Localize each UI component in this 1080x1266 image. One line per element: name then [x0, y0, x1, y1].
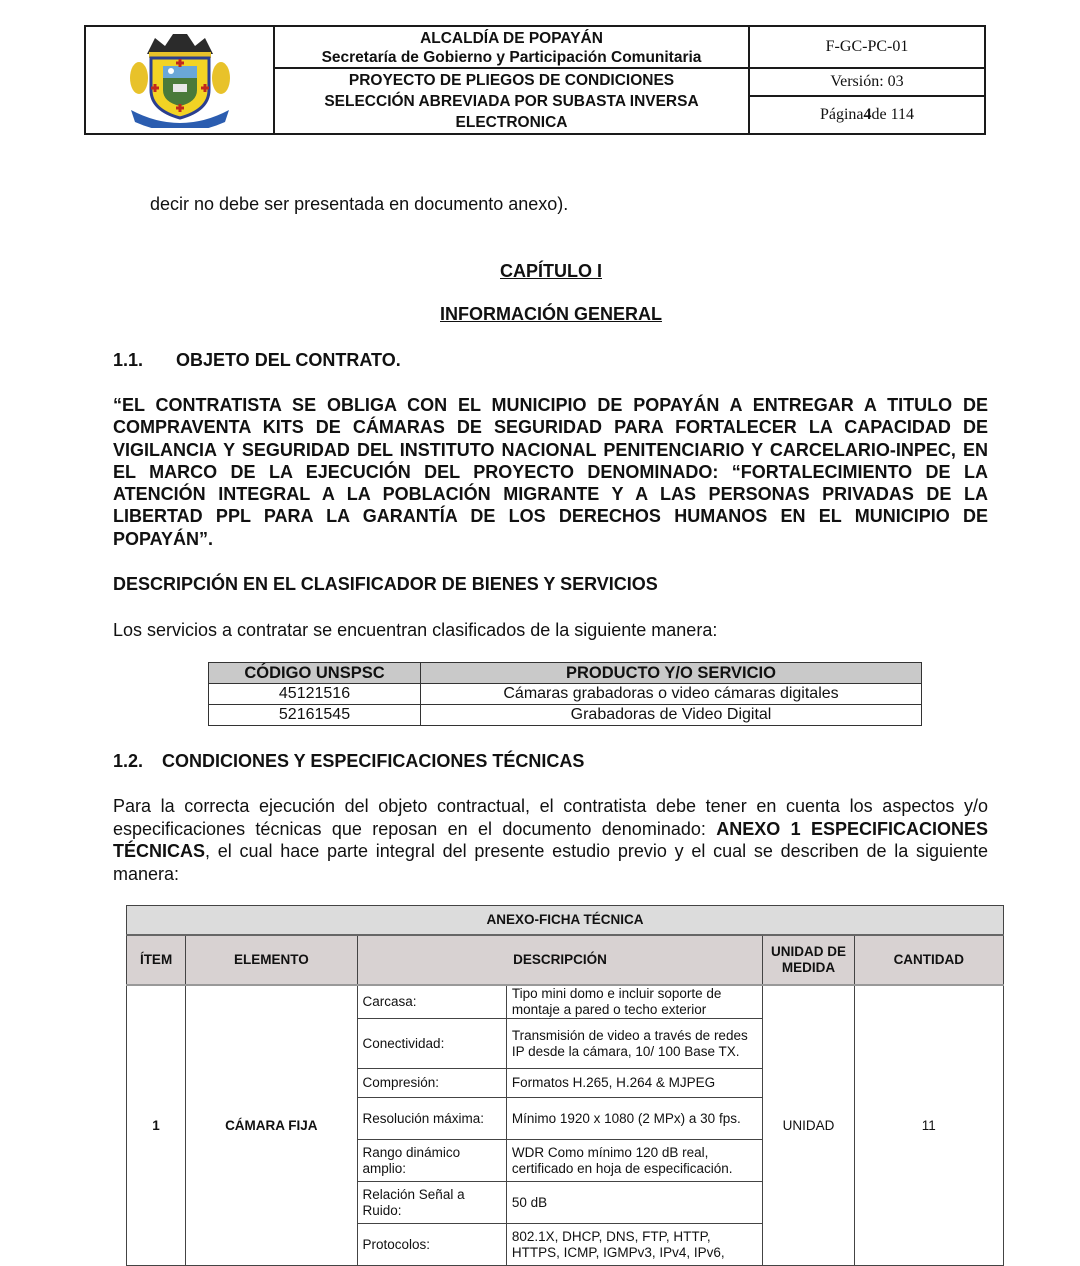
spec-value: Mínimo 1920 x 1080 (2 MPx) a 30 fps. [506, 1098, 763, 1140]
spec-value: 802.1X, DHCP, DNS, FTP, HTTP, HTTPS, ICMP, IGMPv3, IPv4, IPv6, [506, 1224, 763, 1266]
continuation-text: decir no debe ser presentada en documento anexo). [150, 194, 569, 214]
spec-label: Relación Señal a Ruido: [357, 1182, 506, 1224]
col-header-unit: UNIDAD DE MEDIDA [763, 935, 854, 985]
chapter-heading: CAPÍTULO I [500, 261, 602, 281]
element-name: CÁMARA FIJA [186, 985, 357, 1266]
item-number: 1 [127, 985, 186, 1266]
header-meta-cell [750, 27, 984, 133]
table-row [209, 705, 922, 726]
doc-title-line-1: PROYECTO DE PLIEGOS DE CONDICIONES [348, 72, 675, 89]
spec-value: 50 dB [506, 1182, 763, 1224]
document-header [84, 25, 986, 135]
page-indicator [750, 97, 984, 133]
header-title-cell [275, 27, 750, 133]
unit-of-measure: UNIDAD [763, 985, 854, 1266]
section-1-2-title: CONDICIONES Y ESPECIFICACIONES TÉCNICAS [162, 751, 585, 771]
quantity: 11 [854, 985, 1003, 1266]
classifier-heading: DESCRIPCIÓN EN EL CLASIFICADOR DE BIENES Y SERVICIOS [113, 574, 658, 594]
table-header-row [127, 935, 1004, 985]
table-header-row [209, 663, 922, 684]
table-row [209, 684, 922, 705]
secretaria-name: Secretaría de Gobierno y Participación Comunitaria [321, 49, 702, 66]
col-header-description: DESCRIPCIÓN [357, 935, 763, 985]
spec-label: Resolución máxima: [357, 1098, 506, 1140]
table-row [127, 985, 1004, 1019]
unspsc-product: Cámaras grabadoras o video cámaras digitales [421, 684, 922, 705]
spec-value: WDR Como mínimo 120 dB real, certificado en hoja de especificación. [506, 1140, 763, 1182]
logo-cell [86, 27, 275, 133]
col-header-item: ÍTEM [127, 935, 186, 985]
technical-sheet-title: ANEXO-FICHA TÉCNICA [127, 906, 1004, 936]
doc-title-line-2: SELECCIÓN ABREVIADA POR SUBASTA INVERSA [324, 93, 699, 110]
spec-paragraph-part-2: , el cual hace parte integral del presente estudio previo y el cual se describen de la siguiente manera: [113, 841, 988, 884]
technical-sheet-table [126, 905, 1004, 1266]
page-number: 4 [863, 106, 872, 123]
doc-title-line-3: ELECTRONICA [455, 114, 568, 131]
page-prefix: Página [819, 106, 864, 123]
spec-value: Transmisión de video a través de redes IP desde la cámara, 10/ 100 Base TX. [506, 1019, 763, 1069]
col-header-quantity: CANTIDAD [854, 935, 1003, 985]
coat-of-arms-logo [125, 32, 235, 128]
spec-paragraph-annex-ref: ANEXO 1 ESPECIFICACIONES TÉCNICAS [113, 818, 988, 861]
col-header-code: CÓDIGO UNSPSC [209, 663, 421, 684]
spec-label: Rango dinámico amplio: [357, 1140, 506, 1182]
spec-label: Conectividad: [357, 1019, 506, 1069]
doc-code: F-GC-PC-01 [750, 27, 984, 69]
unspsc-code: 45121516 [209, 684, 421, 705]
section-1-1-number: 1.1. [113, 350, 144, 370]
unspsc-table [208, 662, 922, 726]
spec-value: Formatos H.265, H.264 & MJPEG [506, 1069, 763, 1098]
classifier-intro: Los servicios a contratar se encuentran clasificados de la siguiente manera: [113, 620, 718, 640]
contract-object-text: “EL CONTRATISTA SE OBLIGA CON EL MUNICIPIO DE POPAYÁN A ENTREGAR A TITULO DE COMPRAVENTA KITS DE CÁMARAS DE SEGURIDAD PARA FORTALECER LA CAPACIDAD DE VIGILANCIA Y SEGURIDAD DEL INSTITUTO NACIONAL PENITENCIARIO Y CARCELARIO-INPEC, EN EL MARCO DE LA EJECUCIÓN DEL PROYECTO DENOMINADO: “FORTALECIMIENTO DE LA ATENCIÓN INTEGRAL A LA POBLACIÓN MIGRANTE Y A LAS PERSONAS PRIVADAS DE LA LIBERTAD PPL PARA LA GARANTÍA DE LOS DERECHOS HUMANOS EN EL MUNICIPIO DE POPAYÁN”. [113, 395, 988, 549]
col-header-product: PRODUCTO Y/O SERVICIO [421, 663, 922, 684]
spec-label: Carcasa: [357, 985, 506, 1019]
spec-paragraph-part-1: Para la correcta ejecución del objeto contractual, el contratista debe tener en cuenta los aspectos y/o especificaciones técnicas que reposan en el documento denominado: [113, 796, 988, 839]
unspsc-product: Grabadoras de Video Digital [421, 705, 922, 726]
unspsc-code: 52161545 [209, 705, 421, 726]
org-name: ALCALDÍA DE POPAYÁN [420, 30, 603, 47]
section-1-2-number: 1.2. [113, 751, 144, 771]
page-suffix: de 114 [871, 106, 915, 123]
col-header-element: ELEMENTO [186, 935, 357, 985]
spec-value: Tipo mini domo e incluir soporte de montaje a pared o techo exterior [506, 985, 763, 1019]
spec-paragraph [113, 795, 988, 885]
spec-label: Protocolos: [357, 1224, 506, 1266]
chapter-title: INFORMACIÓN GENERAL [440, 304, 662, 324]
section-1-1-title: OBJETO DEL CONTRATO. [176, 350, 401, 370]
doc-version: Versión: 03 [750, 69, 984, 97]
spec-label: Compresión: [357, 1069, 506, 1098]
